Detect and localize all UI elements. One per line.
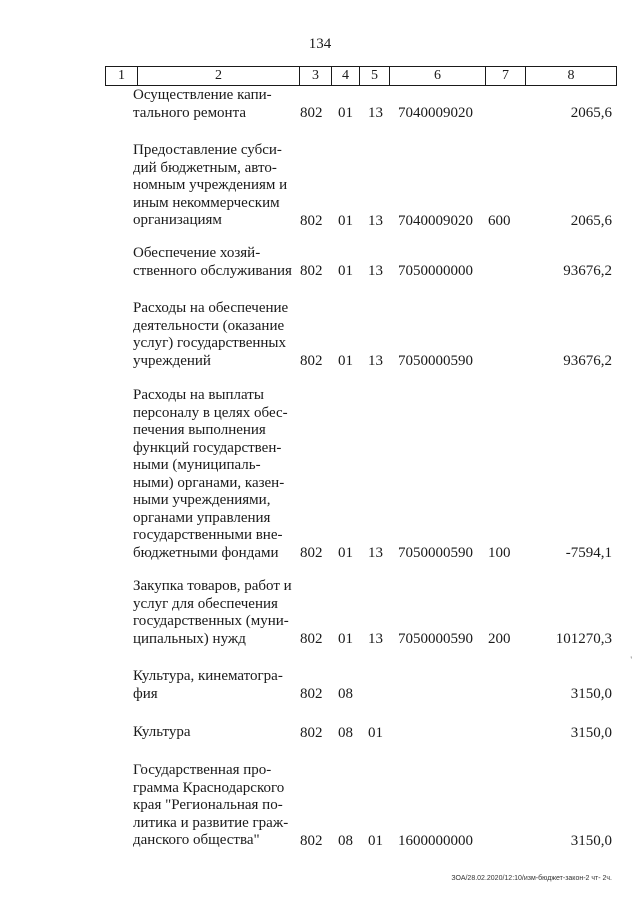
row-cell-4: 08 xyxy=(338,724,353,741)
row-name-line: дий бюджетным, авто- xyxy=(133,159,277,176)
row-cell-4: 01 xyxy=(338,212,353,229)
row-cell-4: 08 xyxy=(338,685,353,702)
row-cell-6: 7050000590 xyxy=(398,352,473,369)
row-name-line: Расходы на выплаты xyxy=(133,387,264,403)
row-name xyxy=(133,387,295,562)
row-name xyxy=(133,578,295,648)
table-row xyxy=(0,724,640,742)
row-cell-7: 600 xyxy=(488,212,511,229)
row-cell-3: 802 xyxy=(300,544,323,561)
row-cell-6: 7040009020 xyxy=(398,212,473,229)
row-name-line: Культура xyxy=(133,724,191,740)
row-cell-5: 13 xyxy=(368,352,383,369)
table-row xyxy=(0,387,640,562)
row-cell-8: 2065,6 xyxy=(570,212,612,229)
table-row xyxy=(0,578,640,648)
row-cell-5: 13 xyxy=(368,104,383,121)
row-name-line: края "Региональная по- xyxy=(133,797,283,813)
row-cell-4: 01 xyxy=(338,104,353,121)
row-name-line: органами управления xyxy=(133,509,271,526)
row-name-line: иным некоммерческим xyxy=(133,194,280,211)
row-name xyxy=(133,87,295,122)
row-name-line: Расходы на обеспечение xyxy=(133,300,289,316)
table-header-row xyxy=(105,66,617,86)
column-header-3: 3 xyxy=(300,67,332,85)
row-cell-3: 802 xyxy=(300,630,323,647)
row-cell-4: 01 xyxy=(338,630,353,647)
row-cell-6: 7050000590 xyxy=(398,544,473,561)
row-cell-8: 93676,2 xyxy=(563,262,612,279)
row-name-line: ными) органами, казен- xyxy=(133,474,285,491)
row-name xyxy=(133,300,295,370)
row-name-line: Закупка товаров, работ и xyxy=(133,578,292,594)
row-cell-5: 01 xyxy=(368,724,383,741)
row-name-line: ственного обслуживания xyxy=(133,262,292,279)
table-row xyxy=(0,668,640,703)
row-cell-5: 01 xyxy=(368,832,383,849)
footer-note: ЗОА/28.02.2020/12:10/изм-бюджет-закон-2 чт- 2ч. xyxy=(451,875,612,882)
row-name-line: ципальных) нужд xyxy=(133,630,246,647)
row-name-line: фия xyxy=(133,685,158,702)
row-name-line: бюджетными фондами xyxy=(133,544,279,561)
row-cell-3: 802 xyxy=(300,685,323,702)
row-cell-8: 101270,3 xyxy=(555,630,612,647)
row-cell-8: 3150,0 xyxy=(570,724,612,741)
row-name-line: Государственная про- xyxy=(133,762,272,778)
row-cell-4: 01 xyxy=(338,352,353,369)
row-cell-6: 1600000000 xyxy=(398,832,473,849)
row-cell-3: 802 xyxy=(300,724,323,741)
row-name-line: печения выполнения xyxy=(133,422,266,438)
row-name-line: Осуществление капи- xyxy=(133,87,272,103)
row-cell-8: 3150,0 xyxy=(570,832,612,849)
row-cell-8: 2065,6 xyxy=(570,104,612,121)
row-cell-7: 100 xyxy=(488,544,511,561)
row-cell-5: 13 xyxy=(368,212,383,229)
row-cell-3: 802 xyxy=(300,352,323,369)
row-cell-6: 7050000000 xyxy=(398,262,473,279)
row-name-line: Обеспечение хозяй- xyxy=(133,245,261,261)
row-cell-3: 802 xyxy=(300,832,323,849)
page-number: 134 xyxy=(308,36,332,52)
table-row xyxy=(0,762,640,850)
row-cell-4: 01 xyxy=(338,262,353,279)
row-name xyxy=(133,142,295,230)
row-cell-8: 93676,2 xyxy=(563,352,612,369)
row-cell-6: 7050000590 xyxy=(398,630,473,647)
row-name xyxy=(133,724,295,742)
row-name-line: данского общества" xyxy=(133,832,260,848)
column-header-6: 6 xyxy=(390,67,486,85)
row-name-line: Предоставление субси- xyxy=(133,142,282,158)
row-cell-3: 802 xyxy=(300,262,323,279)
row-cell-5: 13 xyxy=(368,262,383,279)
table-row xyxy=(0,87,640,122)
column-header-8: 8 xyxy=(567,68,575,83)
row-cell-5: 13 xyxy=(368,544,383,561)
row-name-line: услуг) государственных xyxy=(133,335,286,351)
column-header-7: 7 xyxy=(486,67,526,85)
row-name-line: функций государствен- xyxy=(133,439,282,456)
column-header-2: 2 xyxy=(138,67,300,85)
row-name-line: тального ремонта xyxy=(133,104,246,121)
column-header-1: 1 xyxy=(106,67,138,85)
row-name xyxy=(133,245,295,280)
row-name-line: грамма Краснодарского xyxy=(133,779,285,796)
table-row xyxy=(0,245,640,280)
row-name xyxy=(133,762,295,850)
row-name-line: государственными вне- xyxy=(133,527,283,543)
row-name-line: услуг для обеспечения xyxy=(133,595,278,612)
row-name-line: государственных (муни- xyxy=(133,613,289,629)
row-cell-3: 802 xyxy=(300,104,323,121)
row-name-line: литика и развитие граж- xyxy=(133,814,289,831)
row-cell-4: 01 xyxy=(338,544,353,561)
row-name-line: учреждений xyxy=(133,352,211,369)
row-name-line: ными учреждениями, xyxy=(133,492,271,508)
row-cell-7: 200 xyxy=(488,630,511,647)
table-row xyxy=(0,300,640,370)
column-header-4: 4 xyxy=(332,67,360,85)
margin-mark: ' xyxy=(630,655,632,665)
row-cell-8: 3150,0 xyxy=(570,685,612,702)
row-cell-8: -7594,1 xyxy=(565,544,612,561)
row-name-line: ными (муниципаль- xyxy=(133,457,261,473)
table-row xyxy=(0,142,640,230)
row-name-line: персоналу в целях обес- xyxy=(133,404,288,421)
row-name xyxy=(133,668,295,703)
row-name-line: Культура, кинематогра- xyxy=(133,668,283,684)
row-name-line: номным учреждениям и xyxy=(133,177,288,193)
column-header-5: 5 xyxy=(360,67,390,85)
row-name-line: организациям xyxy=(133,212,222,228)
row-cell-6: 7040009020 xyxy=(398,104,473,121)
row-cell-5: 13 xyxy=(368,630,383,647)
row-name-line: деятельности (оказание xyxy=(133,317,285,334)
row-cell-4: 08 xyxy=(338,832,353,849)
row-cell-3: 802 xyxy=(300,212,323,229)
